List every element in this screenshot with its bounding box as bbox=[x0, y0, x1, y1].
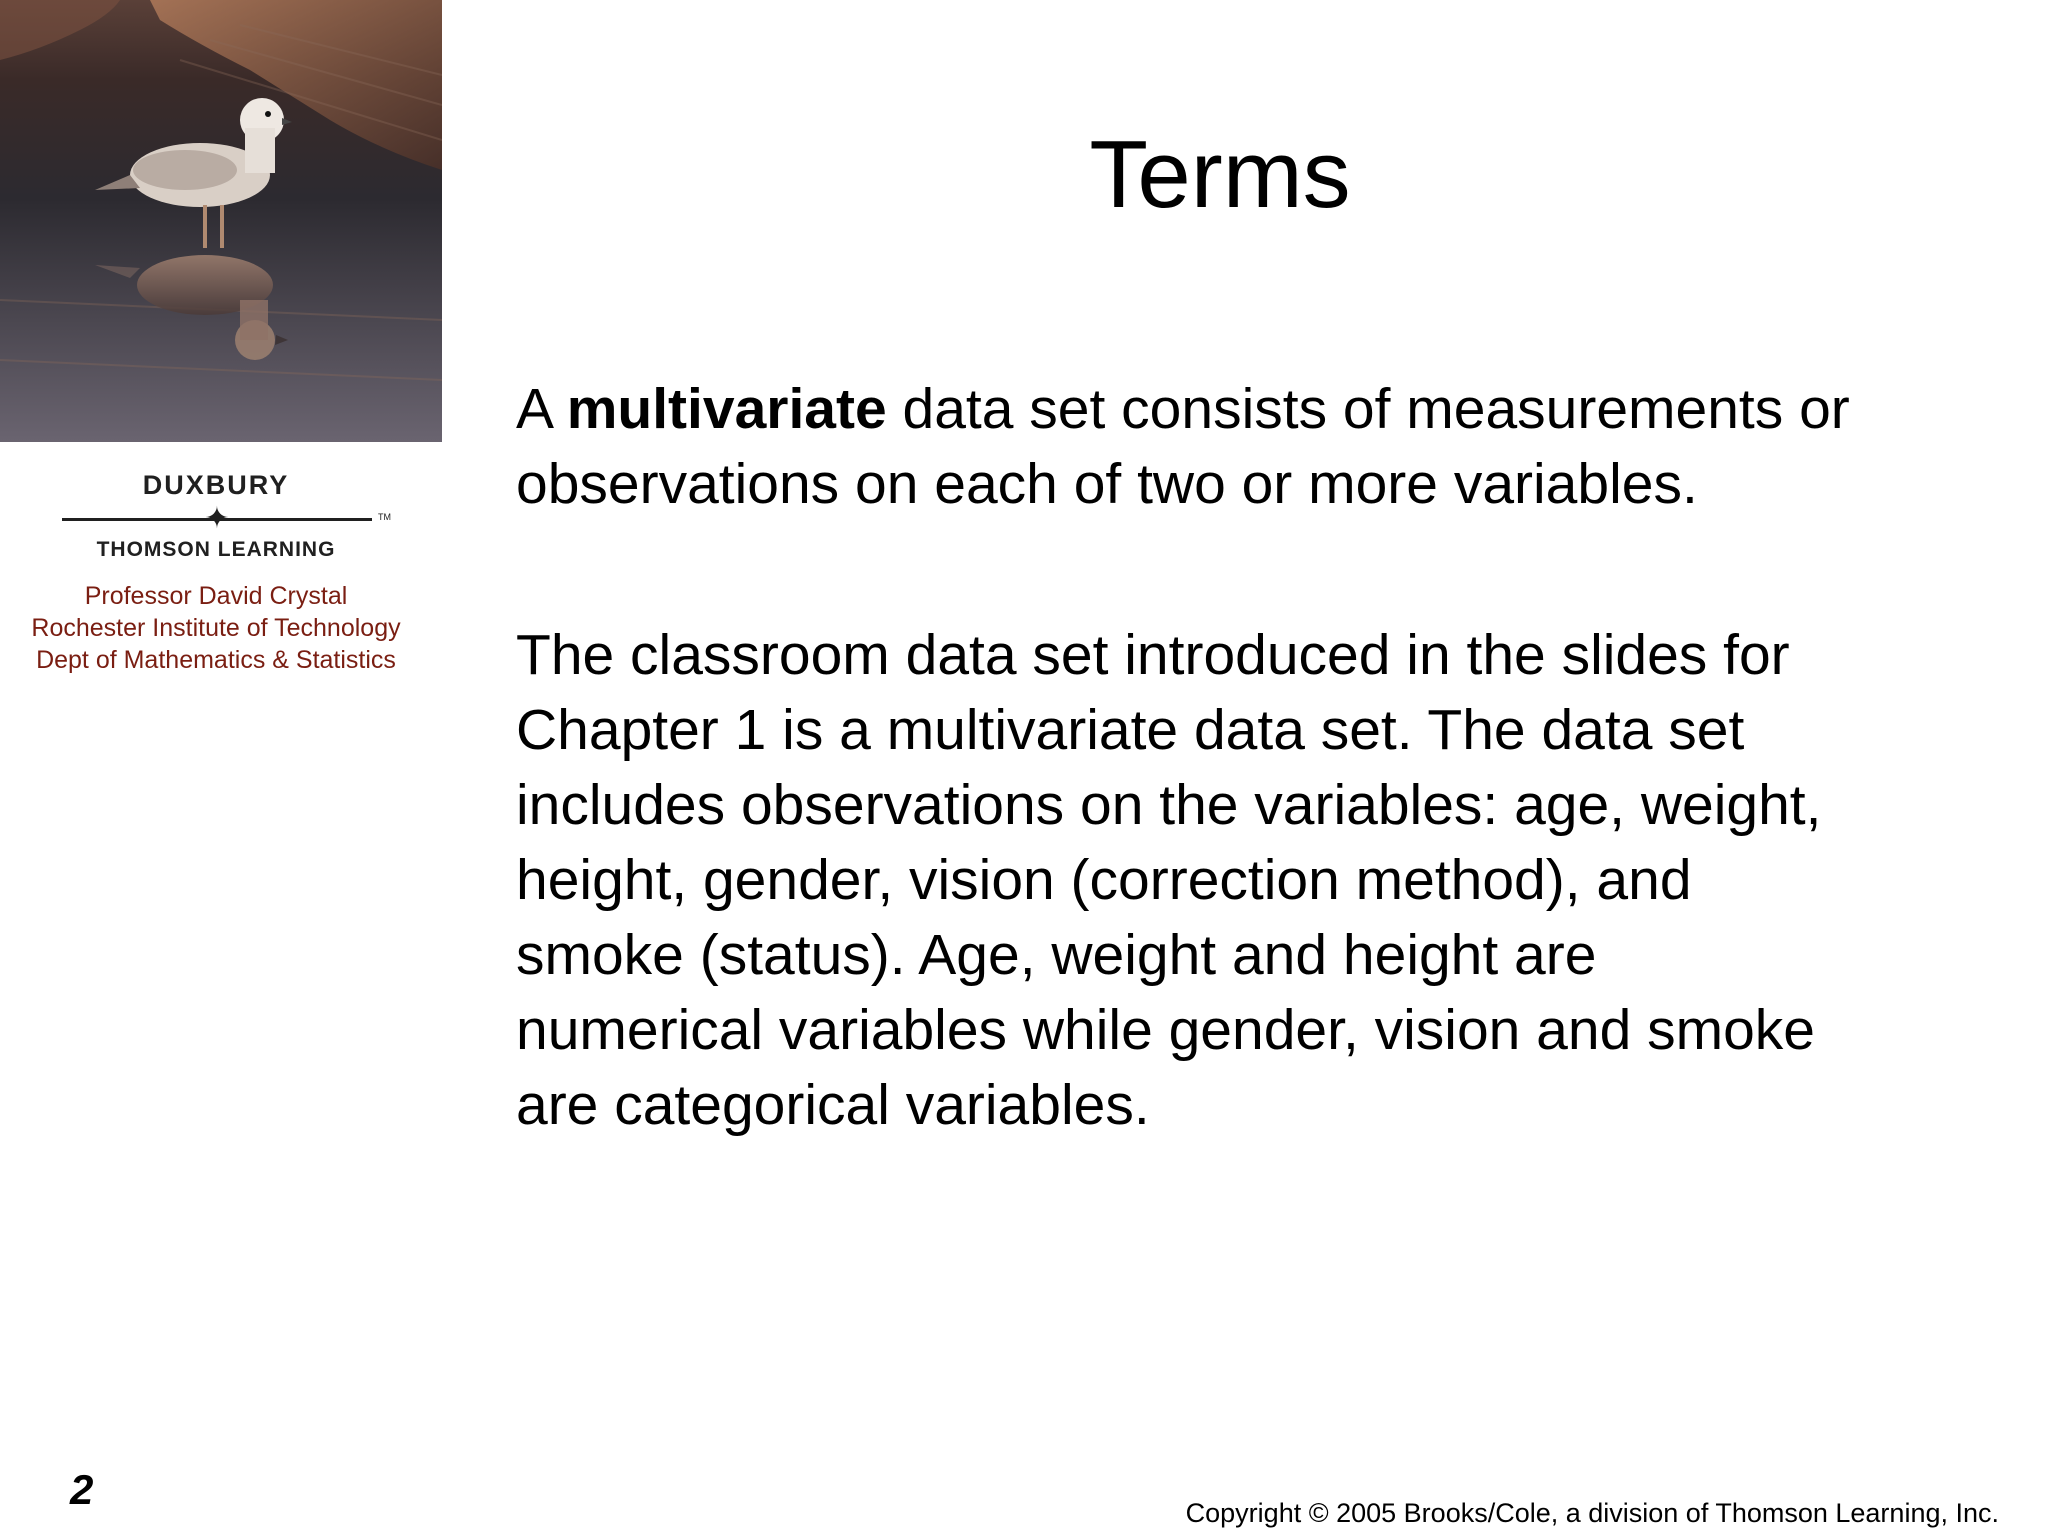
logo-trademark: TM bbox=[378, 512, 391, 522]
example-line: smoke (status). Age, weight and height are bbox=[516, 923, 1597, 987]
page-number: 2 bbox=[70, 1466, 94, 1513]
term-multivariate: multivariate bbox=[566, 377, 887, 441]
professor-credit bbox=[0, 580, 432, 676]
logo-publisher-sub: THOMSON LEARNING bbox=[96, 538, 336, 561]
copyright-notice: Copyright © 2005 Brooks/Cole, a division of Thomson Learning, Inc. bbox=[1185, 1498, 1999, 1528]
example-line: height, gender, vision (correction method), and bbox=[516, 848, 1692, 912]
example-line: numerical variables while gender, vision and smoke bbox=[516, 998, 1816, 1062]
definition-line: observations on each of two or more variables. bbox=[516, 452, 1698, 516]
professor-line: Professor David Crystal bbox=[84, 582, 348, 610]
definition-line bbox=[516, 372, 2016, 447]
slide-title: Terms bbox=[1089, 121, 1351, 228]
professor-line: Rochester Institute of Technology bbox=[31, 614, 401, 642]
publisher-logo bbox=[0, 462, 442, 682]
example-line: are categorical variables. bbox=[516, 1073, 1150, 1137]
example-line: The classroom data set introduced in the slides for bbox=[516, 623, 1790, 687]
definition-paragraph bbox=[516, 372, 2016, 522]
compass-star-icon: ✦ bbox=[204, 502, 230, 535]
seagull-photo bbox=[0, 0, 442, 442]
example-line: Chapter 1 is a multivariate data set. The data set bbox=[516, 698, 1745, 762]
example-paragraph bbox=[516, 618, 2016, 1143]
logo-publisher-name: DUXBURY bbox=[142, 470, 290, 500]
example-line: includes observations on the variables: age, weight, bbox=[516, 773, 1822, 837]
definition-lead: A bbox=[516, 377, 567, 441]
professor-line: Dept of Mathematics & Statistics bbox=[36, 646, 396, 674]
definition-rest: data set consists of measurements or bbox=[886, 377, 1850, 441]
